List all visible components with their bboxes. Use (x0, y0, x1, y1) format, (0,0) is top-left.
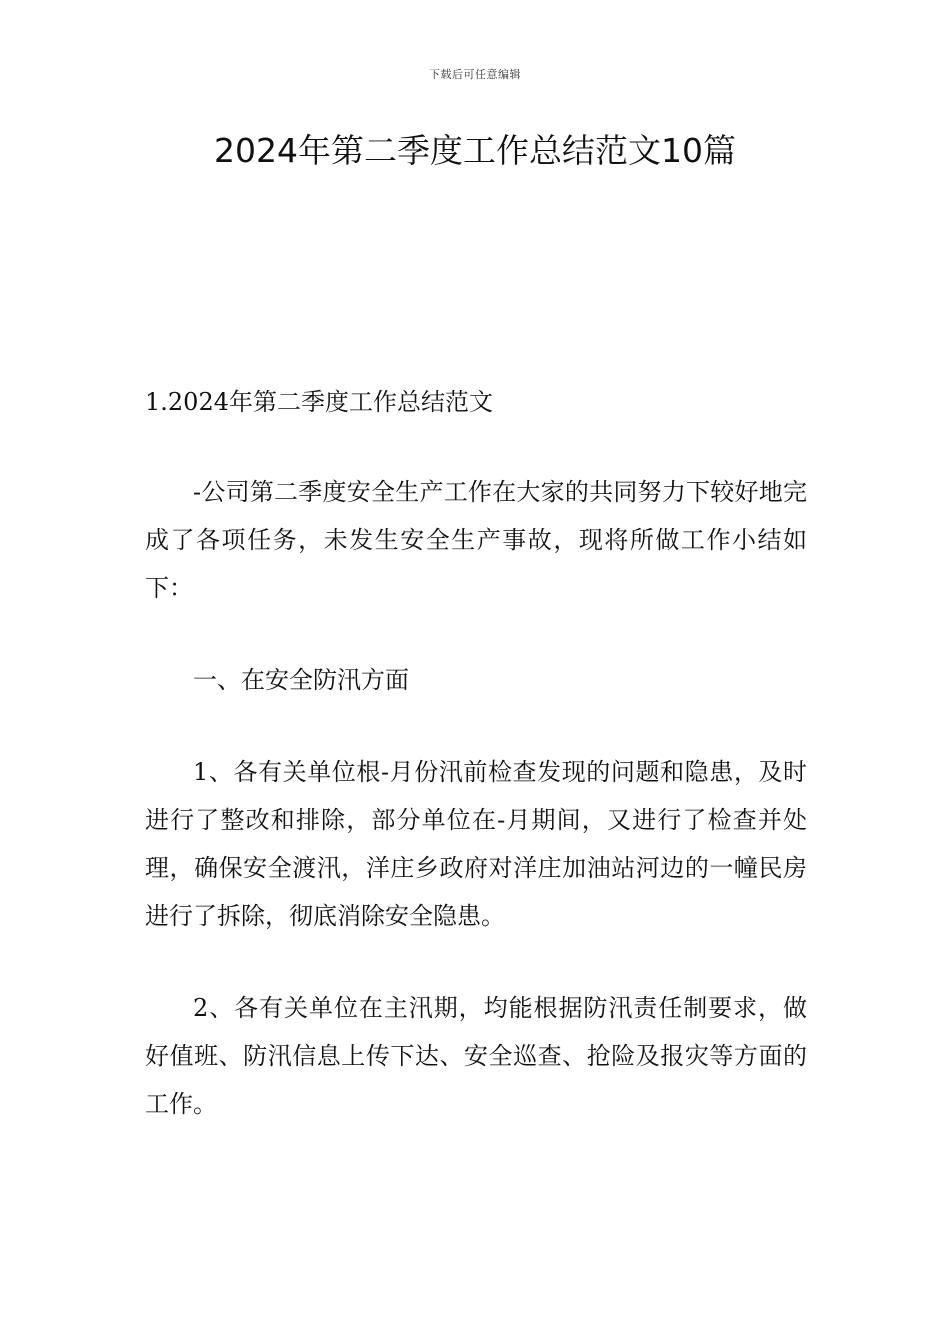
intro-paragraph: -公司第二季度安全生产工作在大家的共同努力下较好地完成了各项任务，未发生安全生产事故，现将所做工作小结如下： (145, 478, 807, 602)
paragraph-item-1: 1、各有关单位根-月份汛前检查发现的问题和隐患，及时进行了整改和排除，部分单位在-月期间，又进行了检查并处理，确保安全渡汛，洋庄乡政府对洋庄加油站河边的一幢民房进行了拆除，彻底消除安全隐患。 (145, 758, 807, 930)
subheading-flood-safety: 一、在安全防汛方面 (193, 666, 409, 694)
document-body (145, 378, 807, 1128)
paragraph-item-2: 2、各有关单位在主汛期，均能根据防汛责任制要求，做好值班、防汛信息上传下达、安全巡查、抢险及报灾等方面的工作。 (145, 994, 807, 1118)
document-title: 2024年第二季度工作总结范文10篇 (214, 131, 736, 170)
section-title: 1.2024年第二季度工作总结范文 (145, 388, 493, 416)
header-note: 下载后可任意编辑 (429, 68, 521, 81)
